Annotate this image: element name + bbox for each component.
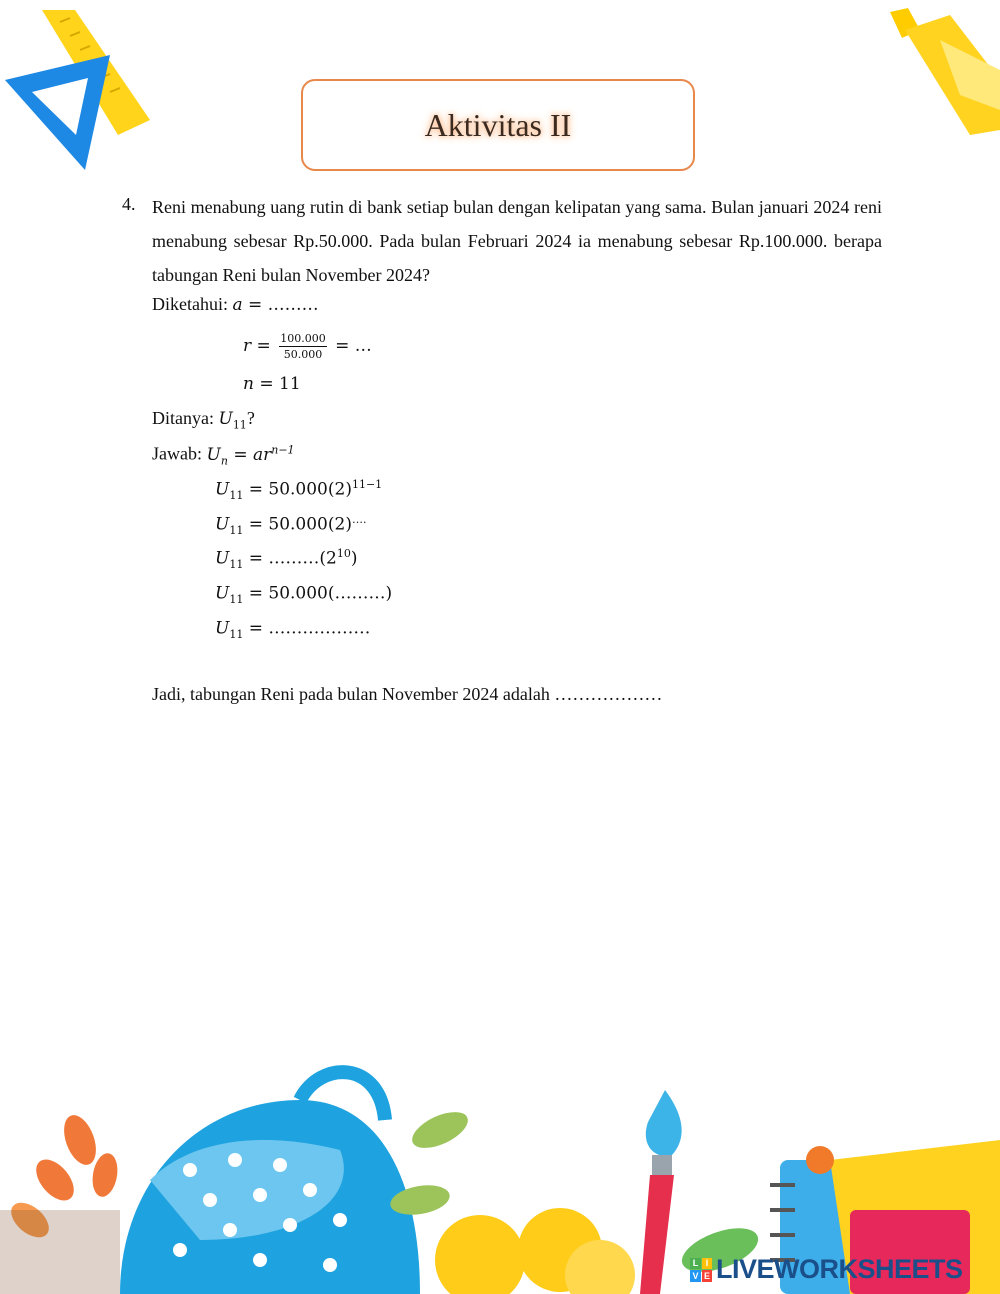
known-label: Diketahui: [152,294,228,314]
ruler-decoration [0,0,160,180]
title-box [301,79,695,171]
liveworksheets-logo [690,1254,963,1285]
answer-step [215,513,366,537]
step-var: U [215,514,230,535]
step-sub: 11 [229,558,244,572]
step-tail: ) [350,548,358,569]
known-n-value: = 11 [259,374,301,394]
brand-box-icon [690,1258,712,1282]
question-text: Reni menabung uang rutin di bank setiap bulan dengan kelipatan yang sama. Bulan januari 2024 reni menabung sebesar Rp.50.000. Pada bulan Februari 2024 ia menabung sebesar Rp.100.000. berapa tabungan Reni bulan November 2024? [152,197,882,285]
known-r-line: r = $\frac{100.000}{50.000}$ = … [243,332,372,361]
answer-formula-line [152,443,295,467]
page-title: Aktivitas II [424,106,572,143]
brand-box-letter: E [702,1270,713,1282]
step-var: U [215,479,230,500]
formula-rhs: ar [252,444,272,465]
known-r-tail: = … [335,336,372,356]
step-var: U [215,548,230,569]
answer-label: Jawab: [152,443,202,464]
asked-tail: ? [246,408,255,428]
question-number: 4. [122,194,136,214]
asked-sub: 11 [232,418,247,432]
step-sub: 11 [229,489,244,503]
asked-label: Ditanya: [152,408,214,428]
answer-step [215,617,370,641]
ratio-denominator: 50.000 [283,348,323,361]
known-a-var: a [232,295,243,315]
answer-step [215,582,392,606]
step-sup: 10 [336,547,351,560]
step-sub: 11 [229,628,244,642]
ratio-fraction [279,332,327,361]
answer-step [215,478,382,502]
formula-lhs-sub: n [220,454,228,468]
asked-var: U [218,409,233,429]
formula-lhs-var: U [206,444,221,465]
brand-box-letter: V [690,1270,701,1282]
step-sub: 11 [229,593,244,607]
known-a-line [152,294,319,315]
conclusion: Jadi, tabungan Reni pada bulan November 2024 adalah ……………… [152,684,663,704]
known-a-value: = ……… [248,295,319,315]
brand-box-letter: L [690,1258,701,1270]
step-sup: …. [351,513,367,526]
formula-eq: = [233,444,248,465]
marker-decoration [880,0,1000,140]
step-expr: = 50.000(………) [248,583,393,604]
step-var: U [215,618,230,639]
brand-box-letter: I [702,1258,713,1270]
step-expr: = ……………… [248,618,371,639]
known-n-var: n [243,374,254,394]
formula-sup: n−1 [271,443,295,456]
asked-line [152,408,255,431]
step-sub: 11 [229,524,244,538]
step-expr: = 50.000(2) [248,514,352,535]
ratio-numerator: 100.000 [280,332,326,345]
known-r-var: r [243,336,252,356]
brand-name: LIVEWORKSHEETS [716,1254,963,1284]
step-expr: = ………(2 [248,548,337,569]
step-var: U [215,583,230,604]
answer-step [215,547,357,571]
step-sup: 11−1 [351,478,383,491]
step-expr: = 50.000(2) [248,479,352,500]
known-n-line [243,374,301,394]
